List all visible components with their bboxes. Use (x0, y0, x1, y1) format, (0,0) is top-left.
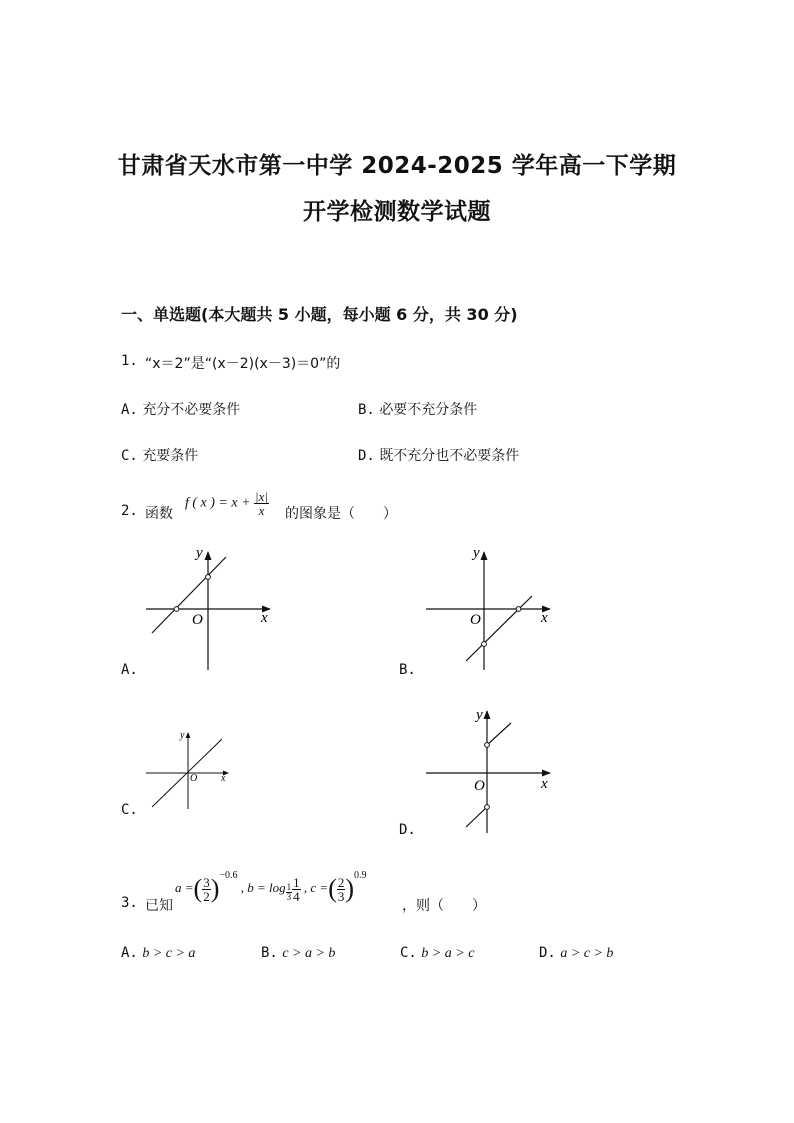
document-title-line-1: 甘肃省天水市第一中学 2024-2025 学年高一下学期 (117, 153, 677, 179)
q3-b-arg-numerator: 1 (293, 874, 300, 890)
graph-c-x-label: x (221, 773, 226, 784)
q3-c-exponent: 0.9 (354, 870, 367, 881)
q3-a-lhs: a = (175, 880, 194, 895)
graph-c-origin-label: O (190, 773, 198, 784)
q1-option-d-label: D. (358, 448, 375, 464)
q3-b-argument (292, 876, 301, 903)
q2-option-a-label: A. (121, 662, 138, 678)
graph-d-open-point-upper (485, 743, 490, 748)
q1-number: 1. (121, 353, 138, 369)
q3-b-base-numerator: 1 (286, 882, 292, 892)
q3-option-a-text: b > c > a (142, 946, 196, 961)
document-title-line-2: 开学检测数学试题 (303, 199, 491, 225)
q3-option-d-label: D. (539, 945, 556, 961)
graph-b-y-label: y (473, 545, 480, 561)
q2-lead: 函数 (145, 506, 173, 522)
q2-number: 2. (121, 503, 138, 519)
q1-option-a-label: A. (121, 402, 138, 418)
q3-a-paren-close: ) (210, 874, 220, 904)
q2-option-c-label: C. (121, 802, 138, 818)
q3-option-b (261, 945, 335, 962)
q3-a-numerator: 3 (203, 874, 210, 890)
q1-option-c-text: 充要条件 (142, 448, 199, 464)
q1-option-a-text: 充分不必要条件 (142, 402, 241, 418)
q3-number: 3. (121, 895, 138, 911)
graph-d-x-label: x (541, 776, 548, 792)
q1-option-c (121, 445, 198, 465)
q2-formula-numerator: |x| (255, 489, 268, 504)
q3-b-base-denominator: 3 (286, 892, 292, 902)
q3-c-lhs: , c = (303, 880, 329, 895)
q3-a-paren-open: ( (193, 874, 203, 904)
q3-a-fraction (202, 876, 211, 903)
q1-option-b-label: B. (358, 402, 375, 418)
q3-b-arg-denominator: 4 (293, 888, 300, 904)
q3-formula (175, 870, 367, 904)
q3-option-d-text: a > c > b (560, 946, 614, 961)
graph-d-upper-ray (487, 723, 511, 745)
section-heading: 一、单选题(本大题共 5 小题，每小题 6 分，共 30 分) (121, 305, 518, 324)
graph-a-y-label: y (196, 545, 203, 561)
q3-option-d (539, 945, 613, 962)
graph-d-open-point-lower (485, 805, 490, 810)
q3-a-denominator: 2 (203, 888, 210, 904)
q3-option-b-label: B. (261, 945, 278, 961)
q1-option-a (121, 399, 240, 419)
graph-d-y-label: y (476, 707, 483, 723)
q2-option-d-label: D. (399, 822, 416, 838)
graph-d-origin-label: O (474, 778, 485, 794)
q3-c-denominator: 3 (337, 888, 345, 904)
graph-d-y-arrow (484, 710, 491, 719)
q3-lead: 已知 (145, 898, 173, 914)
graph-a-open-point-y (206, 575, 211, 580)
q1-option-b (358, 399, 477, 419)
graph-b-open-point-x (516, 607, 521, 612)
q3-c-paren-open: ( (328, 874, 337, 904)
q2-formula (185, 490, 269, 517)
q2-tail: 的图象是（ ） (285, 506, 397, 522)
graph-c (140, 725, 240, 815)
q1-stem: “x＝2”是“(x－2)(x－3)＝0”的 (145, 356, 341, 372)
q2-option-b-label: B. (399, 662, 416, 678)
graph-b (420, 540, 560, 675)
q2-formula-fraction (254, 490, 269, 517)
graph-b-line (466, 596, 532, 661)
graph-a-x-label: x (261, 610, 268, 626)
q2-formula-denominator: x (258, 503, 265, 518)
graph-a (140, 540, 280, 675)
graph-a-open-point-x (174, 607, 179, 612)
graph-c-y-label: y (180, 730, 185, 741)
graph-b-open-point-y (482, 642, 487, 647)
q1-option-c-label: C. (121, 448, 138, 464)
q3-c-paren-close: ) (345, 874, 355, 904)
q1-option-b-text: 必要不充分条件 (379, 402, 478, 418)
q3-option-c-text: b > a > c (421, 946, 475, 961)
graph-b-y-arrow (481, 551, 488, 560)
graph-d (420, 703, 560, 838)
q3-option-a-label: A. (121, 945, 138, 961)
q3-option-c-label: C. (400, 945, 417, 961)
q3-a-exponent: −0.6 (219, 870, 238, 881)
graph-b-x-label: x (541, 610, 548, 626)
q3-option-b-text: c > a > b (282, 946, 336, 961)
q3-option-a (121, 945, 195, 962)
q3-option-c (400, 945, 474, 962)
q1-option-d-text: 既不充分也不必要条件 (379, 448, 520, 464)
graph-a-y-arrow (205, 551, 212, 560)
q1-option-d (358, 445, 519, 465)
graph-c-y-arrow (186, 732, 191, 738)
q3-tail: ，则（ ） (402, 898, 486, 914)
graph-a-line (152, 557, 226, 633)
graph-d-lower-ray (466, 807, 487, 827)
q3-b-lhs: , b = log (240, 880, 286, 895)
q2-formula-lhs: f ( x ) = x + (185, 495, 251, 511)
graph-a-origin-label: O (192, 612, 203, 628)
graph-b-origin-label: O (470, 612, 481, 628)
q3-c-numerator: 2 (337, 874, 345, 890)
